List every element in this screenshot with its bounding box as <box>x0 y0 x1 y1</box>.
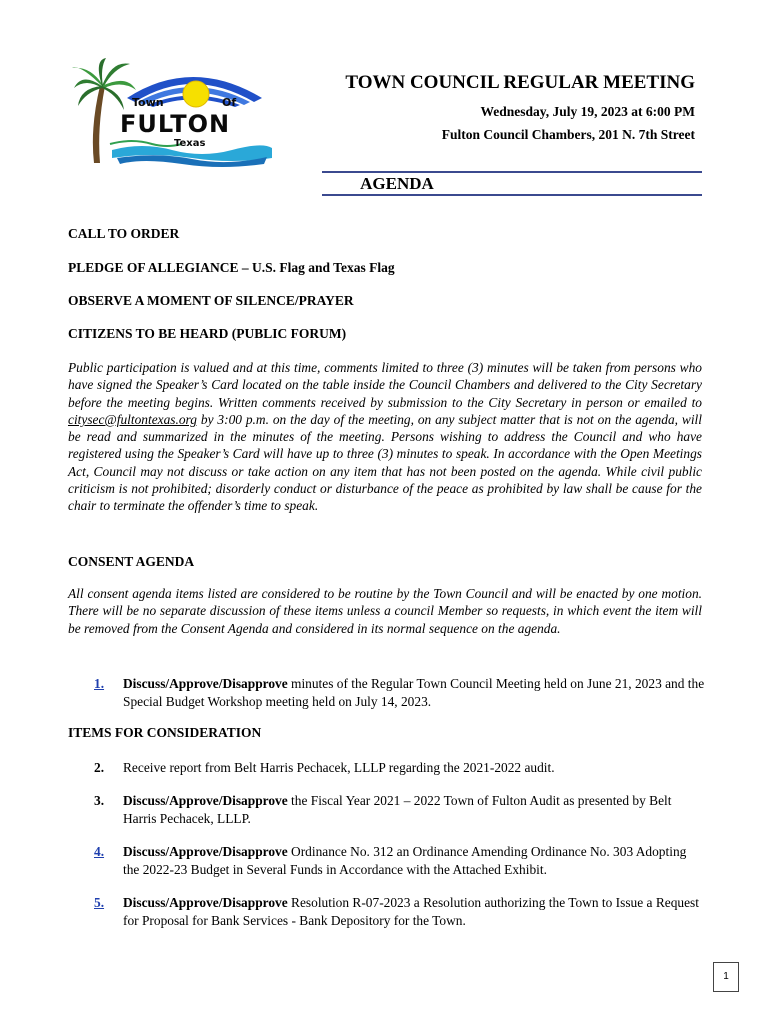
citysec-email-link[interactable]: citysec@fultontexas.org <box>68 411 197 427</box>
agenda-item-3-number: 3. <box>94 793 105 808</box>
consent-agenda-paragraph: All consent agenda items listed are considered to be routine by the Town Council and will be enacted by one motion. There will be no separate discussion of these items unless a council Member so requests, in which event the item will be removed from the Consent Agenda and considered in its normal sequence on the agenda. <box>68 586 702 636</box>
meeting-title: TOWN COUNCIL REGULAR MEETING <box>345 72 695 93</box>
agenda-item-1-body <box>123 675 705 710</box>
items-for-consideration-heading: ITEMS FOR CONSIDERATION <box>68 725 262 740</box>
logo-of-text: Of <box>222 96 237 109</box>
agenda-item-1-action: Discuss/Approve/Disapprove <box>123 676 288 691</box>
citizens-paragraph <box>68 359 702 515</box>
silence-heading: OBSERVE A MOMENT OF SILENCE/PRAYER <box>68 293 354 308</box>
agenda-item-4-number-link[interactable]: 4. <box>94 844 105 859</box>
logo-town-text: Town <box>132 96 164 109</box>
logo-fulton-text: FULTON <box>120 110 231 138</box>
agenda-item-1-number-link[interactable]: 1. <box>94 676 105 691</box>
header-rule-bottom <box>322 194 702 196</box>
agenda-item-4-action: Discuss/Approve/Disapprove <box>123 844 288 859</box>
agenda-item-5-text: Resolution R-07-2023 a Resolution authorizing the Town to Issue a Request for Proposal for Bank Services - Bank Depository for the Town. <box>123 895 699 928</box>
agenda-item-2-text: Receive report from Belt Harris Pechacek, LLLP regarding the 2021-2022 audit. <box>123 760 555 775</box>
consent-agenda-heading: CONSENT AGENDA <box>68 554 195 569</box>
citizens-text-part-1: Public participation is valued and at this time, comments limited to three (3) minutes will be taken from persons who have signed the Speaker’s Card located on the table inside the Council Chambers and delivered to the City Secretary before the meeting begins. Written comments received by submission to the City Secretary in person or emailed to <box>68 360 702 410</box>
page-number: 1 <box>713 962 739 992</box>
agenda-item-5-body <box>123 894 705 929</box>
agenda-item-3-text: the Fiscal Year 2021 – 2022 Town of Fulton Audit as presented by Belt Harris Pechacek, LLLP. <box>123 793 672 826</box>
citizens-heading: CITIZENS TO BE HEARD (PUBLIC FORUM) <box>68 326 347 341</box>
agenda-item-4-body <box>123 843 705 878</box>
logo-texas-text: Texas <box>174 138 206 149</box>
pledge-heading: PLEDGE OF ALLEGIANCE – U.S. Flag and Texas Flag <box>68 260 395 275</box>
agenda-item-1-text: minutes of the Regular Town Council Meeting held on June 21, 2023 and the Special Budget Workshop meeting held on July 14, 2023. <box>123 676 705 709</box>
citizens-text-part-2: by 3:00 p.m. on the day of the meeting, on any subject matter that is not on the agenda, will be read and summarized in the minutes of the meeting. Persons wishing to address the Council and who have registered using the Speaker’s Card will have up to three (3) minutes to speak. In accordance with the Open Meetings Act, Council may not discuss or take action on any item that has not been posted on the agenda. While civil public criticism is not prohibited; disorderly conduct or disturbance of the peace as prohibited by law shall be cause for the chair to terminate the offender’s time to speak. <box>68 411 702 514</box>
header-rule-top <box>322 171 702 173</box>
agenda-item-5-action: Discuss/Approve/Disapprove <box>123 895 288 910</box>
call-to-order-heading: CALL TO ORDER <box>68 226 180 241</box>
agenda-item-3-body <box>123 792 705 827</box>
agenda-item-5-number-link[interactable]: 5. <box>94 895 105 910</box>
town-of-fulton-logo <box>72 58 282 170</box>
agenda-item-4-text: Ordinance No. 312 an Ordinance Amending Ordinance No. 303 Adopting the 2022-23 Budget in Several Funds in Accordance with the Attached Exhibit. <box>123 844 687 877</box>
agenda-item-2-number: 2. <box>94 760 105 775</box>
meeting-location: Fulton Council Chambers, 201 N. 7th Street <box>441 127 695 142</box>
meeting-datetime: Wednesday, July 19, 2023 at 6:00 PM <box>480 104 695 119</box>
agenda-item-2-body <box>123 759 705 777</box>
sun-icon <box>183 81 209 107</box>
agenda-item-3-action: Discuss/Approve/Disapprove <box>123 793 288 808</box>
agenda-title: AGENDA <box>360 174 434 193</box>
